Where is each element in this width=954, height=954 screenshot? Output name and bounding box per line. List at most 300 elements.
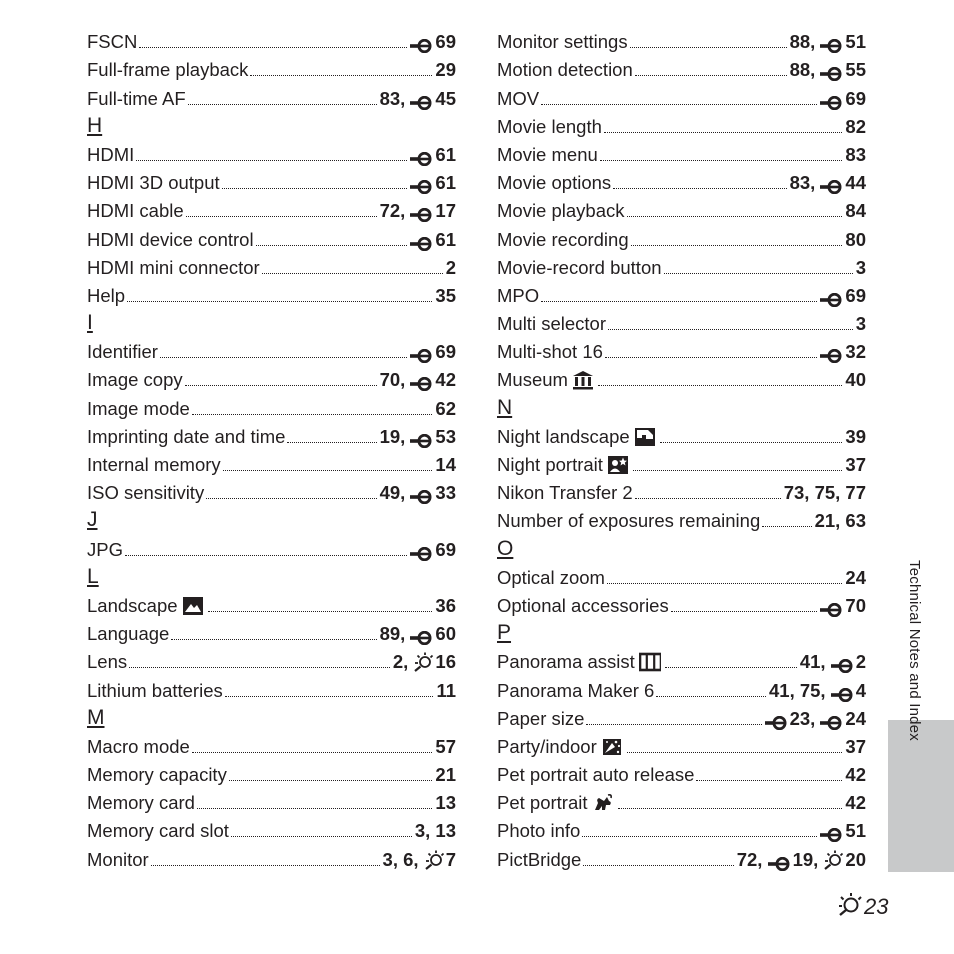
page-references <box>435 595 456 617</box>
index-term: Memory capacity <box>87 764 227 786</box>
page-reference <box>784 482 805 504</box>
page-reference-number: 51 <box>845 31 866 53</box>
chapter-label: Technical Notes and Index <box>906 560 923 741</box>
reference-separator: , <box>820 679 831 701</box>
page-reference <box>800 651 821 673</box>
museum-icon <box>572 370 594 390</box>
index-term: Number of exposures remaining <box>497 510 761 532</box>
index-entry <box>87 53 456 81</box>
index-term: HDMI <box>87 143 135 165</box>
index-term: FSCN <box>87 31 138 53</box>
index-letter: I <box>87 311 93 335</box>
index-entry <box>87 166 456 194</box>
page-reference <box>820 59 866 81</box>
index-entry <box>497 730 866 758</box>
page-reference <box>815 482 836 504</box>
reference-section-icon <box>820 64 844 78</box>
page-reference-number: 62 <box>435 397 456 419</box>
index-term: Multi selector <box>497 313 606 335</box>
page-references <box>410 144 456 166</box>
index-entry <box>87 617 456 645</box>
page-reference-number: 51 <box>845 820 866 842</box>
index-term: Help <box>87 284 126 306</box>
page-references <box>815 510 866 532</box>
index-term: PictBridge <box>497 848 582 870</box>
index-entry <box>497 476 866 504</box>
page-reference-number: 83 <box>379 87 401 109</box>
page-reference <box>435 595 456 617</box>
index-entry <box>497 702 866 730</box>
page-reference-number: 3 <box>855 256 866 278</box>
page-reference-number: 35 <box>435 284 456 306</box>
page-references <box>845 736 866 758</box>
page-references <box>410 341 456 363</box>
index-entry <box>497 110 866 138</box>
reference-separator: , <box>392 848 404 870</box>
page-reference <box>845 144 866 166</box>
night-landscape-icon <box>634 427 656 447</box>
page-reference <box>820 172 866 194</box>
index-entry <box>497 673 866 701</box>
dot-leader <box>206 497 376 499</box>
page-reference-number: 19 <box>792 848 814 870</box>
dot-leader <box>287 441 376 443</box>
page-references <box>410 539 456 561</box>
reference-separator: , <box>400 200 411 222</box>
dot-leader <box>541 300 817 302</box>
page-reference <box>820 88 866 110</box>
page-reference-number: 2 <box>855 651 866 673</box>
dot-leader <box>136 159 407 161</box>
page-reference <box>823 849 866 871</box>
page-reference-number: 45 <box>435 87 456 109</box>
reference-section-icon <box>410 205 434 219</box>
page-reference-number: 29 <box>435 59 456 81</box>
index-term: Macro mode <box>87 735 190 757</box>
index-entry <box>497 363 866 391</box>
page-reference <box>845 736 866 758</box>
reference-section-icon <box>410 36 434 50</box>
index-entry <box>87 420 456 448</box>
index-entry <box>87 476 456 504</box>
index-letter-heading <box>87 561 456 589</box>
dot-leader <box>618 807 843 809</box>
page-reference <box>410 200 456 222</box>
index-term: Optional accessories <box>497 594 669 616</box>
reference-separator: , <box>804 482 815 504</box>
reference-section-icon <box>410 149 434 163</box>
dot-leader <box>185 384 377 386</box>
dot-leader <box>541 103 817 105</box>
page-reference-number: 88 <box>789 31 811 53</box>
index-term: Panorama Maker 6 <box>497 679 655 701</box>
index-term: JPG <box>87 538 123 560</box>
dot-leader <box>627 215 843 217</box>
reference-section-icon <box>820 290 844 304</box>
page-reference-number: 39 <box>845 425 866 447</box>
technical-notes-icon <box>838 892 864 922</box>
page-reference <box>769 680 790 702</box>
index-entry <box>497 420 866 448</box>
pet-portrait-icon <box>592 793 614 813</box>
page-reference <box>815 510 836 532</box>
index-term: Movie playback <box>497 200 625 222</box>
dot-leader <box>631 244 843 246</box>
page-references <box>820 341 866 363</box>
page-reference-number: 77 <box>845 482 866 504</box>
page-references <box>383 849 456 871</box>
page-reference-number: 7 <box>445 848 456 870</box>
page-reference-number: 24 <box>845 707 866 729</box>
page-reference-number: 89 <box>379 623 401 645</box>
index-letter: N <box>497 395 513 419</box>
dot-leader <box>222 187 408 189</box>
dot-leader <box>671 610 818 612</box>
index-entry <box>87 814 456 842</box>
index-term: Pet portrait <box>497 792 588 814</box>
page-reference <box>415 820 425 842</box>
page-reference <box>435 59 456 81</box>
dot-leader <box>188 103 377 105</box>
index-entry <box>87 363 456 391</box>
page-references <box>435 454 456 476</box>
page-reference <box>765 708 811 730</box>
index-letter-heading <box>87 307 456 335</box>
reference-separator: , <box>820 651 831 673</box>
reference-separator: , <box>400 87 411 109</box>
page-reference-number: 37 <box>845 735 866 757</box>
page-reference-number: 44 <box>845 172 866 194</box>
reference-separator: , <box>810 707 821 729</box>
page-references <box>845 229 866 251</box>
page-reference-number: 13 <box>435 792 456 814</box>
index-term: Night portrait <box>497 454 603 475</box>
dot-leader <box>656 695 766 697</box>
index-entry <box>497 81 866 109</box>
page-references <box>845 200 866 222</box>
reference-separator: , <box>810 59 821 81</box>
index-entry <box>497 335 866 363</box>
page-references <box>446 257 456 279</box>
dot-leader <box>223 469 433 471</box>
page-reference-number: 69 <box>435 341 456 363</box>
dot-leader <box>129 666 390 668</box>
dot-leader <box>171 638 376 640</box>
page-references <box>435 736 456 758</box>
night-portrait-icon <box>607 455 629 475</box>
reference-separator: , <box>403 651 414 673</box>
dot-leader <box>586 723 761 725</box>
index-entry <box>87 222 456 250</box>
page-reference <box>380 369 401 391</box>
page-reference <box>820 708 866 730</box>
index-entry <box>87 391 456 419</box>
page-reference-number: 69 <box>845 87 866 109</box>
reference-separator: , <box>425 820 436 842</box>
page-reference-number: 6 <box>403 848 414 870</box>
index-term: ISO sensitivity <box>87 482 205 504</box>
index-term: Lithium batteries <box>87 679 223 701</box>
dot-leader <box>630 46 787 48</box>
index-term: HDMI cable <box>87 200 184 222</box>
reference-section-icon <box>831 656 855 670</box>
reference-section-icon <box>410 431 434 445</box>
index-letter: H <box>87 113 103 137</box>
index-term: Movie menu <box>497 143 598 165</box>
page-references <box>380 482 456 504</box>
index-letter-heading <box>87 110 456 138</box>
index-entry <box>497 561 866 589</box>
page-reference-number: 75 <box>799 679 821 701</box>
index-entry <box>87 730 456 758</box>
index-entry <box>87 786 456 814</box>
page-reference-number: 2 <box>445 256 456 278</box>
index-term: Motion detection <box>497 59 633 81</box>
page-reference-number: 32 <box>845 341 866 363</box>
page-reference <box>410 172 456 194</box>
dot-leader <box>604 131 843 133</box>
page-reference <box>820 820 866 842</box>
reference-separator: , <box>400 482 411 504</box>
page-reference-number: 21 <box>435 764 456 786</box>
index-term: Image copy <box>87 369 183 391</box>
reference-separator: , <box>835 482 846 504</box>
index-column-left <box>87 25 456 871</box>
page-reference <box>831 680 866 702</box>
page-reference <box>845 116 866 138</box>
index-term: Movie length <box>497 115 602 137</box>
page-reference <box>790 31 811 53</box>
page-reference-number: 72 <box>379 200 401 222</box>
page-reference <box>413 651 456 673</box>
page-references <box>820 595 866 617</box>
index-entry <box>497 758 866 786</box>
page-reference-number: 69 <box>435 538 456 560</box>
page-reference <box>403 849 413 871</box>
page-reference-number: 23 <box>789 707 811 729</box>
reference-section-icon <box>410 487 434 501</box>
index-term: Optical zoom <box>497 566 605 588</box>
page-references <box>435 764 456 786</box>
index-term: Full-time AF <box>87 87 186 109</box>
index-entry <box>87 194 456 222</box>
page-reference <box>410 482 456 504</box>
index-term: Image mode <box>87 397 190 419</box>
page-reference <box>446 257 456 279</box>
dot-leader <box>605 356 818 358</box>
reference-section-icon <box>820 600 844 614</box>
page-references <box>784 482 866 504</box>
index-entry <box>497 194 866 222</box>
page-reference <box>845 764 866 786</box>
page-reference <box>435 398 456 420</box>
index-term: MOV <box>497 87 540 109</box>
index-term: Memory card <box>87 792 195 814</box>
page-reference <box>393 651 403 673</box>
page-reference <box>424 849 456 871</box>
reference-separator: , <box>789 679 800 701</box>
page-reference <box>410 623 456 645</box>
page-reference-number: 42 <box>845 792 866 814</box>
index-entry <box>87 25 456 53</box>
reference-section-icon <box>410 544 434 558</box>
index-letter: L <box>87 564 99 588</box>
page-reference <box>380 200 401 222</box>
page-reference <box>410 88 456 110</box>
index-entry <box>497 251 866 279</box>
page-reference <box>856 313 866 335</box>
dot-leader <box>151 864 380 866</box>
dot-leader <box>160 356 407 358</box>
dot-leader <box>229 779 433 781</box>
page-reference <box>845 369 866 391</box>
index-entry <box>87 279 456 307</box>
reference-section-icon <box>820 346 844 360</box>
page-references <box>410 172 456 194</box>
dot-leader <box>231 835 412 837</box>
page-references <box>380 623 456 645</box>
index-term: Internal memory <box>87 454 221 475</box>
page-reference <box>790 172 811 194</box>
index-term: HDMI 3D output <box>87 172 220 194</box>
page-references <box>856 313 866 335</box>
index-letter-heading <box>497 391 866 419</box>
index-term: Night landscape <box>497 425 630 447</box>
index-term: Lens <box>87 651 128 673</box>
page-reference <box>790 59 811 81</box>
dot-leader <box>627 751 843 753</box>
page-reference-number: 88 <box>789 59 811 81</box>
page-references <box>820 820 866 842</box>
index-letter-heading <box>87 702 456 730</box>
reference-section-icon <box>820 713 844 727</box>
page-references <box>380 369 456 391</box>
page-reference-number: 20 <box>845 848 866 870</box>
page-reference-number: 82 <box>845 115 866 137</box>
index-letter: O <box>497 536 514 560</box>
reference-separator: , <box>810 31 821 53</box>
page-reference <box>845 482 866 504</box>
dot-leader <box>125 554 407 556</box>
index-entry <box>87 138 456 166</box>
page-reference-number: 4 <box>855 679 866 701</box>
page-reference-number: 69 <box>845 284 866 306</box>
reference-section-icon <box>768 854 792 868</box>
dot-leader <box>665 666 797 668</box>
dot-leader <box>225 695 434 697</box>
page-references <box>435 285 456 307</box>
reference-section-icon <box>831 685 855 699</box>
index-term: Monitor <box>87 848 149 870</box>
dot-leader <box>139 46 407 48</box>
index-entry <box>497 645 866 673</box>
page-references <box>845 454 866 476</box>
page-reference <box>410 144 456 166</box>
page-reference-number: 72 <box>736 848 758 870</box>
index-letter: J <box>87 508 98 532</box>
page-references <box>820 285 866 307</box>
dot-leader <box>664 272 853 274</box>
index-entry <box>497 53 866 81</box>
page-references <box>380 200 456 222</box>
page-reference-number: 3 <box>855 313 866 335</box>
page-reference-number: 61 <box>435 228 456 250</box>
index-entry <box>497 589 866 617</box>
reference-section-icon <box>410 234 434 248</box>
index-entry <box>87 532 456 560</box>
page-reference-number: 42 <box>435 369 456 391</box>
dot-leader <box>250 74 432 76</box>
index-letter-heading <box>497 617 866 645</box>
page-reference <box>820 31 866 53</box>
dot-leader <box>635 497 781 499</box>
reference-section-icon <box>820 36 844 50</box>
index-term: Party/indoor <box>497 735 597 757</box>
reference-section-icon <box>410 346 434 360</box>
technical-notes-icon <box>413 652 434 672</box>
dot-leader <box>583 864 733 866</box>
reference-separator: , <box>400 425 411 447</box>
page-reference-number: 61 <box>435 143 456 165</box>
page-reference-number: 41 <box>799 651 821 673</box>
page-reference <box>820 341 866 363</box>
page-references <box>435 792 456 814</box>
index-entry <box>87 335 456 363</box>
reference-separator: , <box>813 848 824 870</box>
page-reference <box>410 31 456 53</box>
reference-section-icon <box>820 177 844 191</box>
dot-leader <box>608 328 853 330</box>
dot-leader <box>600 159 843 161</box>
index-entry <box>497 786 866 814</box>
technical-notes-icon <box>823 850 844 870</box>
page-reference <box>380 426 401 448</box>
page-reference-number: 73 <box>783 482 805 504</box>
page-references <box>790 31 866 53</box>
reference-section-icon <box>410 93 434 107</box>
page-references <box>410 229 456 251</box>
index-entry <box>87 448 456 476</box>
page-reference <box>845 200 866 222</box>
page-reference <box>845 510 866 532</box>
dot-leader <box>256 244 408 246</box>
page-reference <box>845 426 866 448</box>
page-references <box>435 59 456 81</box>
page-reference-number: 83 <box>789 172 811 194</box>
index-entry <box>497 842 866 870</box>
index-term: Museum <box>497 369 568 391</box>
index-entry <box>87 81 456 109</box>
index-entry <box>87 758 456 786</box>
page-references <box>393 651 456 673</box>
index-entry <box>87 589 456 617</box>
page-reference-number: 61 <box>435 172 456 194</box>
reference-separator: , <box>400 369 411 391</box>
page-reference-number: 2 <box>392 651 404 673</box>
page-reference <box>435 792 456 814</box>
dot-leader <box>598 384 842 386</box>
page-references <box>435 398 456 420</box>
page-references <box>410 31 456 53</box>
dot-leader <box>607 582 842 584</box>
dot-leader <box>633 469 843 471</box>
dot-leader <box>635 74 787 76</box>
index-entry <box>497 504 866 532</box>
page-reference <box>380 623 401 645</box>
reference-separator: , <box>413 848 424 870</box>
page-references <box>856 257 866 279</box>
page-reference-number: 24 <box>845 566 866 588</box>
